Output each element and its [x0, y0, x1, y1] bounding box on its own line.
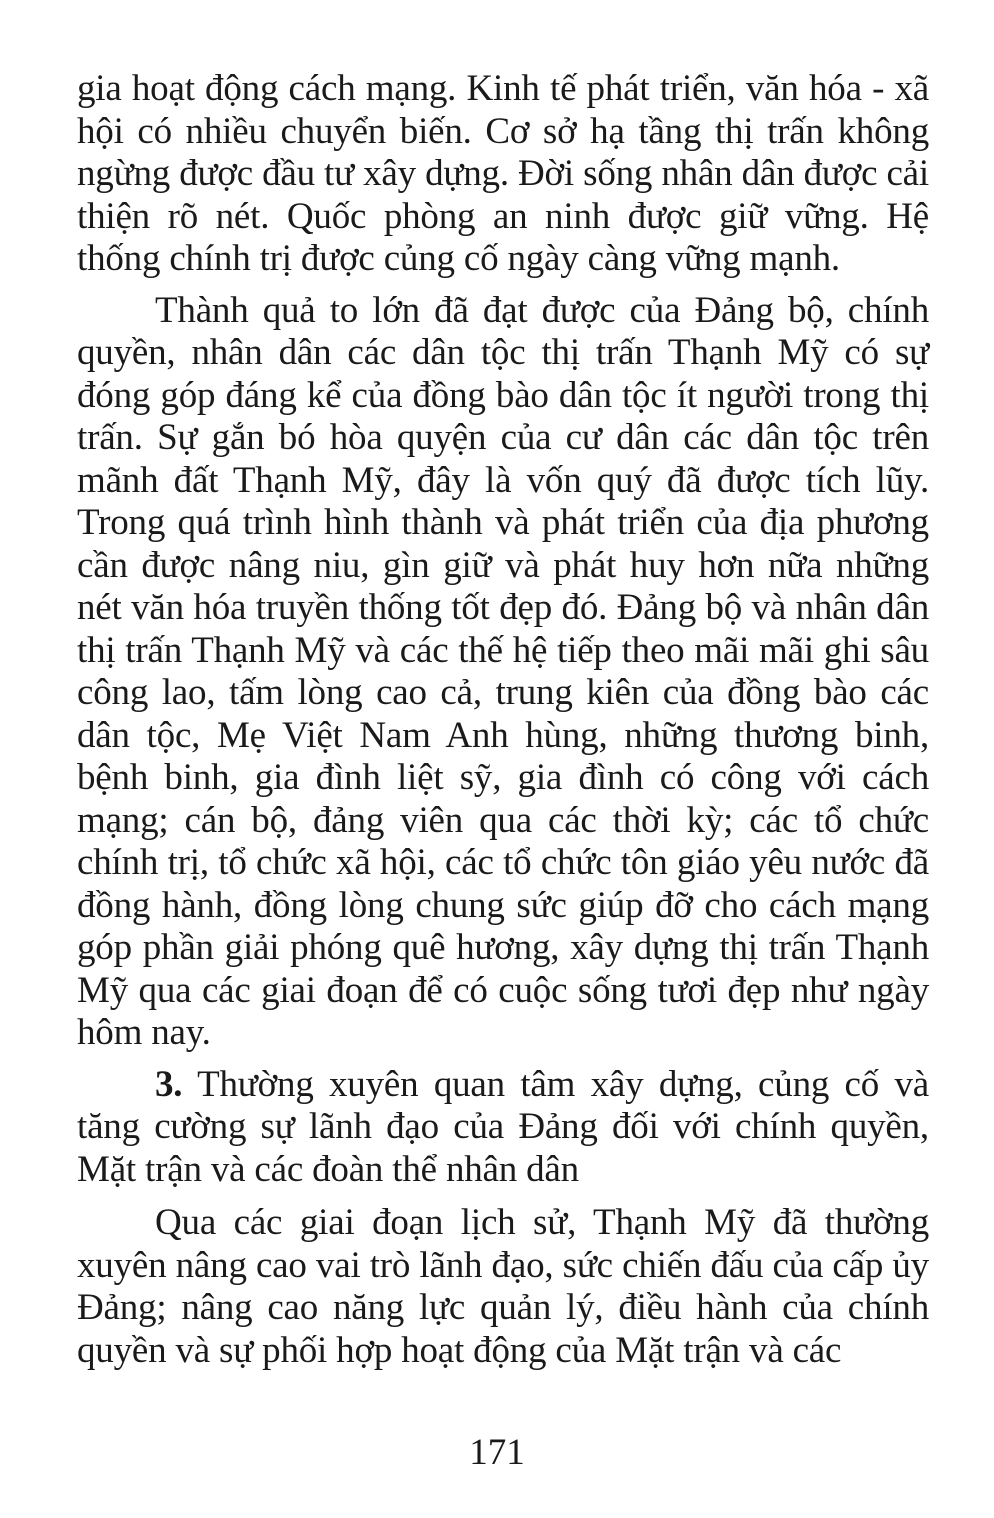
section-heading: [77, 1064, 929, 1192]
paragraph-continuation: gia hoạt động cách mạng. Kinh tế phát triển, văn hóa - xã hội có nhiều chuyển biến. Cơ sở hạ tầng thị trấn không ngừng được đầu tư xây dựng. Đời sống nhân dân được cải thiện rõ nét. Quốc phòng an ninh được giữ vững. Hệ thống chính trị được củng cố ngày càng vững mạnh.: [77, 68, 929, 279]
section-number: 3.: [155, 1063, 183, 1105]
paragraph-final: Qua các giai đoạn lịch sử, Thạnh Mỹ đã thường xuyên nâng cao vai trò lãnh đạo, sức chiến đấu của cấp ủy Đảng; nâng cao năng lực quản lý, điều hành của chính quyền và sự phối hợp hoạt động của Mặt trận và các: [77, 1202, 929, 1371]
paragraph-achievements: Thành quả to lớn đã đạt được của Đảng bộ, chính quyền, nhân dân các dân tộc thị trấn Thạnh Mỹ có sự đóng góp đáng kể của đồng bào dân tộc ít người trong thị trấn. Sự gắn bó hòa quyện của cư dân các dân tộc trên mãnh đất Thạnh Mỹ, đây là vốn quý đã được tích lũy. Trong quá trình hình thành và phát triển của địa phương cần được nâng niu, gìn giữ và phát huy hơn nữa những nét văn hóa truyền thống tốt đẹp đó. Đảng bộ và nhân dân thị trấn Thạnh Mỹ và các thế hệ tiếp theo mãi mãi ghi sâu công lao, tấm lòng cao cả, trung kiên của đồng bào các dân tộc, Mẹ Việt Nam Anh hùng, những thương binh, bệnh binh, gia đình liệt sỹ, gia đình có công với cách mạng; cán bộ, đảng viên qua các thời kỳ; các tổ chức chính trị, tổ chức xã hội, các tổ chức tôn giáo yêu nước đã đồng hành, đồng lòng chung sức giúp đỡ cho cách mạng góp phần giải phóng quê hương, xây dựng thị trấn Thạnh Mỹ qua các giai đoạn để có cuộc sống tươi đẹp như ngày hôm nay.: [77, 289, 929, 1053]
page-body: [77, 68, 929, 1372]
page-number: 171: [469, 1432, 525, 1473]
section-title: Thường xuyên quan tâm xây dựng, củng cố và tăng cường sự lãnh đạo của Đảng đối với chính quyền, Mặt trận và các đoàn thể nhân dân: [77, 1063, 929, 1190]
